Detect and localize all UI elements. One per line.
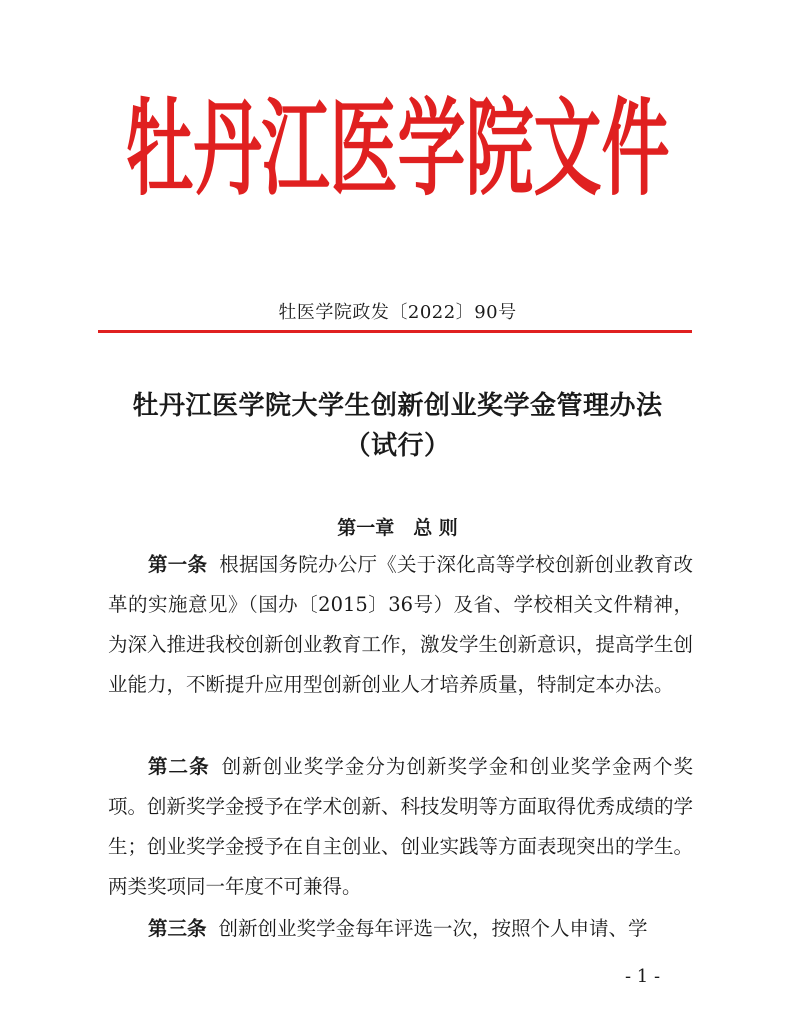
article-label: 第三条 [148,917,207,940]
article-text: 创新创业奖学金每年评选一次，按照个人申请、学 [218,917,648,940]
document-header-title: 牡丹江医学院文件 [125,89,670,212]
article-text: 根据国务院办公厅《关于深化高等学校创新创业教育改革的实施意见》（国办〔2015〕36号）及省、学校相关文件精神，为深入推进我校创新创业教育工作，激发学生创新意识，提高学生创业能力，不断提升应用型创新创业人才培养质量，特制定本办法。 [108,553,694,696]
article-label: 第一条 [148,553,208,576]
article-paragraph [108,747,693,907]
page-number: - 1 - [625,966,661,987]
document-title: 牡丹江医学院大学生创新创业奖学金管理办法 [132,391,663,421]
document-number: 牡医学院政发〔2022〕90号 [278,302,517,323]
article-paragraph [108,545,693,705]
chapter-heading: 第一章 总 则 [337,517,458,539]
article-text: 创新创业奖学金分为创新奖学金和创业奖学金两个奖项。创新奖学金授予在学术创新、科技发明等方面取得优秀成绩的学生；创业奖学金授予在自主创业、创业实践等方面表现突出的学生。两类奖项同一年度不可兼得。 [108,755,694,898]
document-subtitle: （试行） [344,431,451,461]
red-divider-line [98,330,692,333]
article-paragraph [108,909,693,949]
article-label: 第二条 [148,755,210,778]
